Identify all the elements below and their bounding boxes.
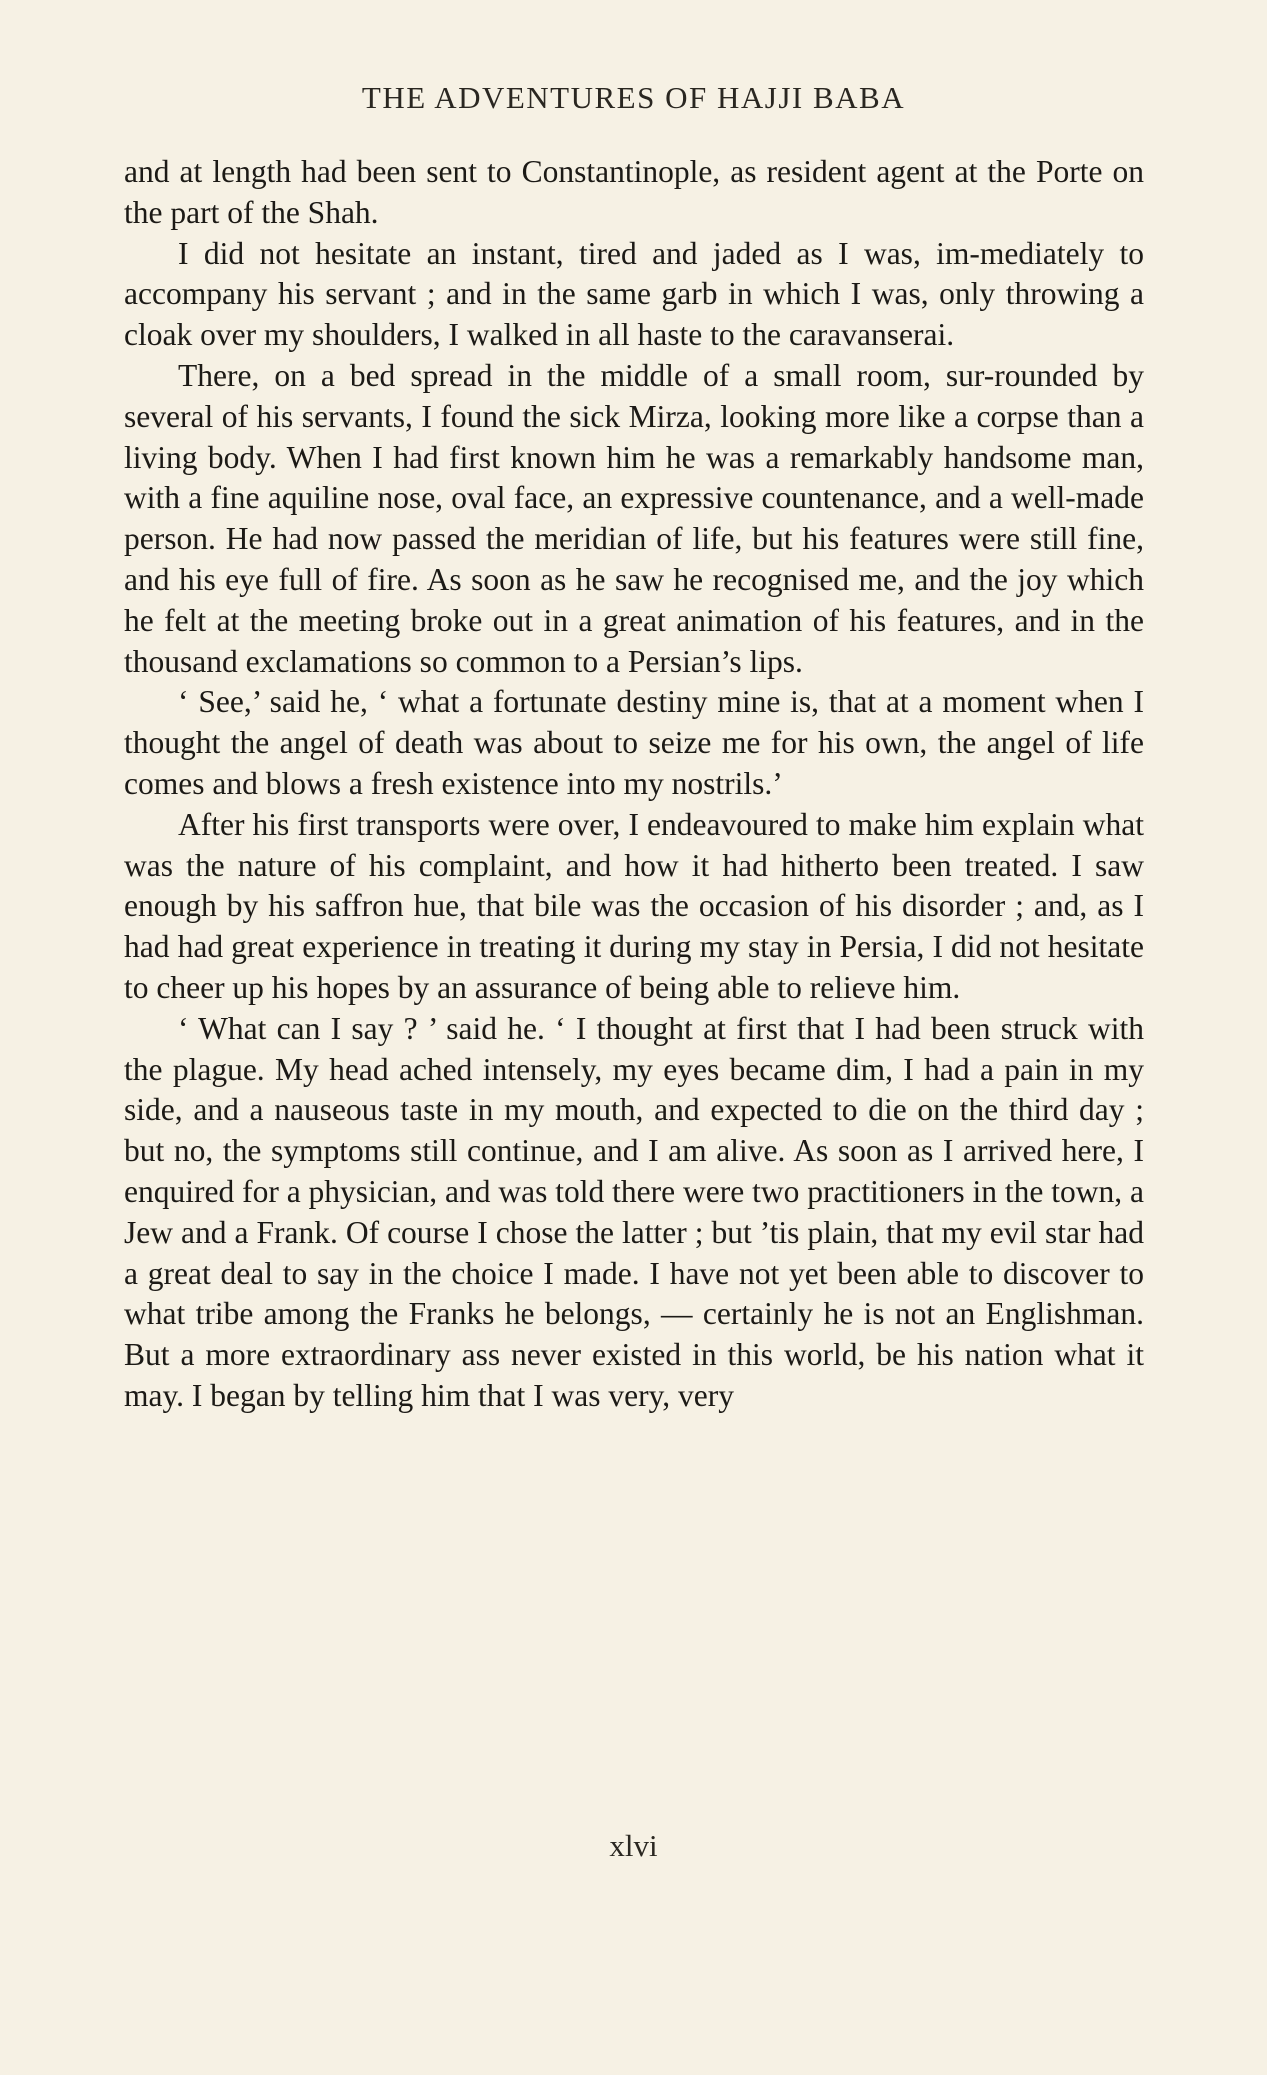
body-text (124, 152, 1144, 1417)
paragraph: and at length had been sent to Constantinople, as resident agent at the Porte on the part of the Shah. (124, 154, 1144, 230)
page-number: xlvi (609, 1828, 658, 1863)
paragraph: After his first transports were over, I endeavoured to make him explain what was the nature of his complaint, and how it had hitherto been treated. I saw enough by his saffron hue, that bile was the occasion of his disorder ; and, as I had had great experience in treating it during my stay in Persia, I did not hesitate to cheer up his hopes by an assurance of being able to relieve him. (124, 806, 1144, 1005)
paragraph: There, on a bed spread in the middle of a small room, sur-rounded by several of his servants, I found the sick Mirza, looking more like a corpse than a living body. When I had first known him he was a remarkably handsome man, with a fine aquiline nose, oval face, an expressive countenance, and a well-made person. He had now passed the meridian of life, but his features were still fine, and his eye full of fire. As soon as he saw he recognised me, and the joy which he felt at the meeting broke out in a great animation of his features, and in the thousand exclamations so common to a Persian’s lips. (124, 357, 1144, 679)
paragraph: I did not hesitate an instant, tired and jaded as I was, im-mediately to accompany his servant ; and in the same garb in which I was, only throwing a cloak over my shoulders, I walked in all haste to the caravanserai. (124, 235, 1144, 353)
running-title: THE ADVENTURES OF HAJJI BABA (361, 80, 906, 115)
paragraph: ‘ What can I say ? ’ said he. ‘ I thought at first that I had been struck with the plague. My head ached intensely, my eyes became dim, I had a pain in my side, and a nauseous taste in my mouth, and expected to die on the third day ; but no, the symptoms still continue, and I am alive. As soon as I arrived here, I enquired for a physician, and was told there were two practitioners in the town, a Jew and a Frank. Of course I chose the latter ; but ’tis plain, that my evil star had a great deal to say in the choice I made. I have not yet been able to discover to what tribe among the Franks he belongs, — certainly he is not an Englishman. But a more extraordinary ass never existed in this world, be his nation what it may. I began by telling him that I was very, very (124, 1010, 1144, 1413)
paragraph: ‘ See,’ said he, ‘ what a fortunate destiny mine is, that at a moment when I thought the angel of death was about to seize me for his own, the angel of life comes and blows a fresh existence into my nostrils.’ (124, 684, 1144, 801)
